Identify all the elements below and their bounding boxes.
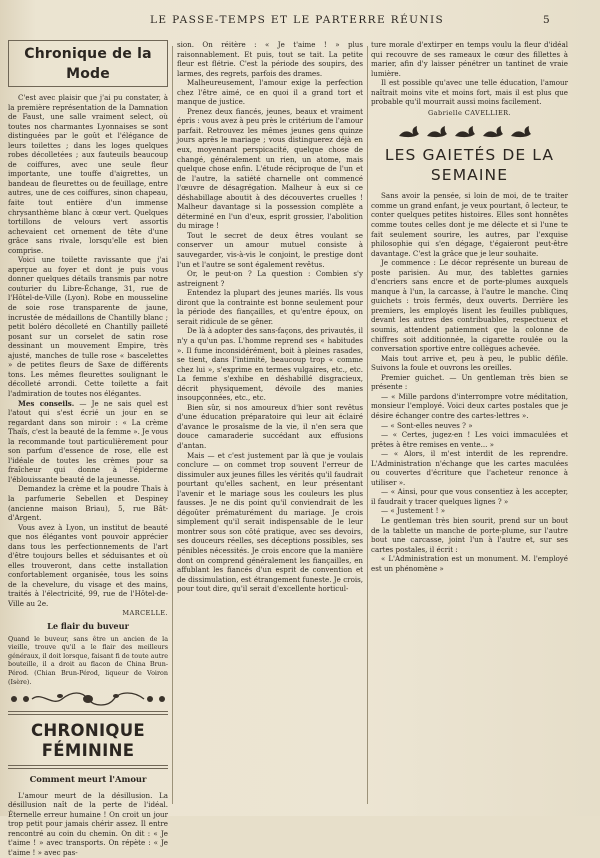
divider <box>8 711 168 715</box>
floral-ornament-icon <box>8 690 168 708</box>
paragraph: Mais — et c'est justement par là que je voulais conclure — on commet trop souvent l'erreur de dissimuler aux jeunes filles les vérités qu'il faudrait pourtant qu'elles sachent, en leur présentant l'avenir et le mariage sous les couleurs les plus fausses. Je ne dis point qu'il conviendrait de les dégoûter prématurément du mariage. Je crois simplement qu'il serait indispensable de le leur montrer sous son côté pratique, avec ses devoirs, ses douceurs réelles, ses déceptions possibles, ses pénibles nécessités. Je crois encore que la manière dont on comprend généralement les fiançailles, en affublant les fiancés d'un esprit de convention et de dissimulation, est étrangement funeste. Je crois, pour tout dire, qu'il serait d'excellente horticul- <box>177 450 363 594</box>
paragraph: C'est avec plaisir que j'ai pu constater, à la première représentation de la Damnation de Faust, une salle vraiment select, où toutes nos charmantes Lyonnaises se sont distinguées par le goût et l'élégance de leurs toilettes ; dans les loges quelques robes décolletées ; aux fauteuils beaucoup de coiffures, avec une seule fleur importante, une touffe d'aigrettes, un bandeau de fleurettes ou de feuillage, entre autres, une de ces coiffures, sinon chapeau, faite tout entière d'un immense chrysanthème blanc à cœur vert. Quelques tortillons de velours vert assortis achevaient cet ornement de tête d'une grâce sans rivale, lorsqu'elle est bien comprise. <box>8 93 168 255</box>
column-rule <box>172 46 173 804</box>
paragraph: Prenez deux fiancés, jeunes, beaux et vraiment épris : vous avez à peu près le critérium de l'amour parfait. Retrouvez les mêmes jeunes gens quinze jours après le mariage ; vous distinguerez déjà en eux, moyennant perspicacité, quelque chose de changé, généralement un rien, un atome, mais quelque chose enfin. L'étude réciproque de l'un et de l'autre, la satiété charnelle ont commencé l'œuvre de désagrégation. Malheur à eux si ce déshabillage aboutit à des découvertes cruelles ! Malheur davantage si la possession complète a déterminé en l'un d'eux, esprit grossier, l'abolition du mirage ! <box>177 106 363 231</box>
paragraph: ture morale d'extirper en temps voulu la fleur d'idéal qui recouvre de ses rameaux le cœur des fillettes à marier, afin d'y laisser pénétrer un tantinet de vraie lumière. <box>371 40 568 78</box>
paragraph: Il est possible qu'avec une telle éducation, l'amour naîtrait moins vite et moins fort, mais il est plus que probable qu'il mourrait aussi moins facilement. <box>371 78 568 107</box>
run-in-heading: Mes conseils. <box>18 398 75 408</box>
gaietes-title: LES GAIETÉS DE LA SEMAINE <box>384 146 555 185</box>
column-right <box>371 40 568 808</box>
page-number: 5 <box>543 14 550 26</box>
paragraph: Tout le secret de deux êtres voulant se conserver un amour mutuel consiste à sauvegarder, vis-à-vis le conjoint, le prestige dont l'un et l'autre se sont également revêtus. <box>177 230 363 269</box>
signature: Gabrielle CAVELLIER. <box>427 108 512 117</box>
swan-ornament <box>371 124 568 140</box>
signature: MARCELLE. <box>122 608 168 617</box>
paragraph: Le gentleman très bien sourit, prend sur un bout de la tablette un manche de porte-plume, sur l'autre bout une carcasse, joint l'un à l'autre et, sur ses cartes postales, il écrit : <box>371 515 568 554</box>
paragraph: sion. On réitère : « Je t'aime ! » plus raisonnablement. Et puis, tout se tait. La petite fleur est flétrie. C'est la période des soupirs, des larmes, des regrets, parfois des drames. <box>177 40 363 78</box>
running-head <box>0 14 600 32</box>
section-title: Chronique de la Mode <box>24 46 152 82</box>
paragraph: Malheureusement, l'amour exige la perfection chez l'être aimé, ce en quoi il a grand tort et manque de justice. <box>177 78 363 107</box>
paragraph: Demandez la crème et la poudre Thaïs à la parfumerie Sebellen et Despiney (ancienne maison Briau), 5, rue Bât-d'Argent. <box>8 484 168 523</box>
paragraph: Je commence : Le décor représente un bureau de poste parisien. Au mur, des tablettes garnies d'encriers sans encre et de porte-plumes auxquels manque à l'un, la carcasse, à l'autre le manche. Cinq guichets : trois fermés, deux ouverts. Derrière les premiers, les employés lisent les feuilles publiques, devant les autres des contribuables, respectueux et soumis, attendent patiemment que la colonne de chiffres soit additionnée, la cigarette roulée ou la conversation sportive entre collègues achevée. <box>371 258 568 354</box>
paragraph: Premier guichet. — Un gentleman très bien se présente : <box>371 372 568 392</box>
paragraph: L'amour meurt de la désillusion. La désillusion naît de la perte de l'idéal. Éternelle erreur humaine ! On croit un jour trop petit pour jamais chérir assez. Il entre rencontré au coin du chemin. On dit : « Je t'aime ! » avec transports. On répète : « Je t'aime ! » avec pas- <box>8 790 168 858</box>
advert-text: Quand le buveur, sans être un ancien de la vieille, trouve qu'il a le flair des meilleurs généraux, il doit lorsque, faisant fi de toute autre bouteille, il a droit au flacon de China Brun-Pérod. (Chian Brun-Pérod, liqueur de Voiron (Isère). <box>8 634 168 686</box>
paragraph: — « Ainsi, pour que vous consentiez à les accepter, il faudrait y tracer quelques lignes ? » <box>371 487 568 506</box>
paragraph: — « Justement ! » <box>381 506 446 516</box>
chronique-title: CHRONIQUE FÉMININE <box>31 721 145 761</box>
paragraph <box>8 399 168 485</box>
paragraph: — « Alors, il m'est interdit de les reprendre. L'Administration n'échange que les cartes maculées ou couvertes d'écriture que l'acheteur renonce à utiliser ». <box>371 449 568 487</box>
swan-ornament-icon <box>395 124 545 140</box>
paragraph: Vous avez à Lyon, un institut de beauté que nos élégantes vont pouvoir apprécier dans tous les perfectionnements de l'art d'être toujours belles et séduisantes et où elles trouveront, dans cette installation confortablement organisée, tous les soins de la chevelure, du visage et des mains, traités à l'électricité, 99, rue de l'Hôtel-de-Ville au 2e. <box>8 522 168 608</box>
divider <box>8 765 168 769</box>
column-rule <box>367 46 368 804</box>
paragraph: — « Certes, jugez-en ! Les voici immaculées et prêtes à être remises en vente... » <box>371 430 568 449</box>
column-middle <box>177 40 363 808</box>
paragraph: « L'Administration est un monument. M. l'employé est un phénomène » <box>371 554 568 573</box>
floral-ornament <box>8 690 168 708</box>
paragraph: Bien sûr, si nos amoureux d'hier sont revêtus d'une éducation préparatoire qui leur ait éclairé d'avance le prosaïsme de la vie, il n'en sera que douce camaraderie succédant aux effusions d'antan. <box>177 402 363 450</box>
paragraph: Sans avoir la pensée, si loin de moi, de te traiter comme un grand enfant, je veux pourtant, ô lecteur, te conter quelques petites histoires. Elles sont honnêtes comme toutes celles dont je me délecte et si l'une te fait seulement sourire, les autres, par l'exquise philosophie qui s'en dégage, t'égaieront peut-être davantage. C'est la grâce que je leur souhaite. <box>371 191 568 258</box>
paragraph: De là à adopter des sans-façons, des privautés, il n'y a qu'un pas. L'homme reprend ses « habitudes ». Il fume inconsidérément, boit à pleines rasades, se tient, dans l'intimité, beaucoup trop « comme chez lui », s'exprime en termes vulgaires, etc., etc. La femme s'exhibe en déshabillé disgracieux, décrit physiquement, dévoile des manies insoupçonnées, etc., etc. <box>177 326 363 403</box>
section-heading-box <box>8 40 168 87</box>
paragraph: Voici une toilette ravissante que j'ai aperçue au foyer et dont je puis vous donner quelques détails transmis par notre couturier du Libre-Échange, 31, rue de l'Hôtel-de-Ville (Lyon). Robe en mousseline de soie rose transparente de jaune, incrustée de médaillons de Chantilly blanc ; petit boléro décolleté en Chantilly pailleté posant sur un corselet de satin rose dessinant un mouvement Empire, très ajusté, manches de tulle rose « bascelettes » de petites fleurs de Saxe de différents tons. Les mêmes fleurettes soulignant le décolleté arrondi. Cette toilette a fait l'admiration de toutes nos élégantes. <box>8 255 168 398</box>
advert-title: Le flair du buveur <box>47 621 129 632</box>
column-left <box>8 40 168 858</box>
paragraph: Or, le peut-on ? La question : Combien s'y astreignent ? <box>177 269 363 288</box>
paragraph: — « Sont-elles neuves ? » <box>381 420 473 430</box>
article-subtitle: Comment meurt l'Amour <box>29 774 147 785</box>
paragraph-text: — Je ne sais quel est l'atout qui s'est écrié un jour en se regardant dans son miroir : « La crème Thaïs, c'est la beauté de la femme ». Je vous la recommande tout particulièrement pour son parfum d'essence de rose, elle est l'idéale de toutes les crèmes pour sa fraîcheur qui donne à l'épiderme l'éblouissante beauté de la jeunesse. <box>8 398 168 484</box>
paragraph: Entendez la plupart des jeunes mariés. Ils vous diront que la contrainte est bonne seulement pour la période des fiançailles, et qu'entre époux, on serait ridicule de se gêner. <box>177 288 363 326</box>
paragraph: Mais tout arrive et, peu à peu, le public défile. Suivons la foule et ouvrons les oreilles. <box>371 353 568 373</box>
journal-title: LE PASSE-TEMPS ET LE PARTERRE RÉUNIS <box>150 14 445 26</box>
paragraph: — « Mille pardons d'interrompre votre méditation, monsieur l'employé. Voici deux cartes postales que je désire échanger contre des cartes-lettres ». <box>371 391 568 420</box>
